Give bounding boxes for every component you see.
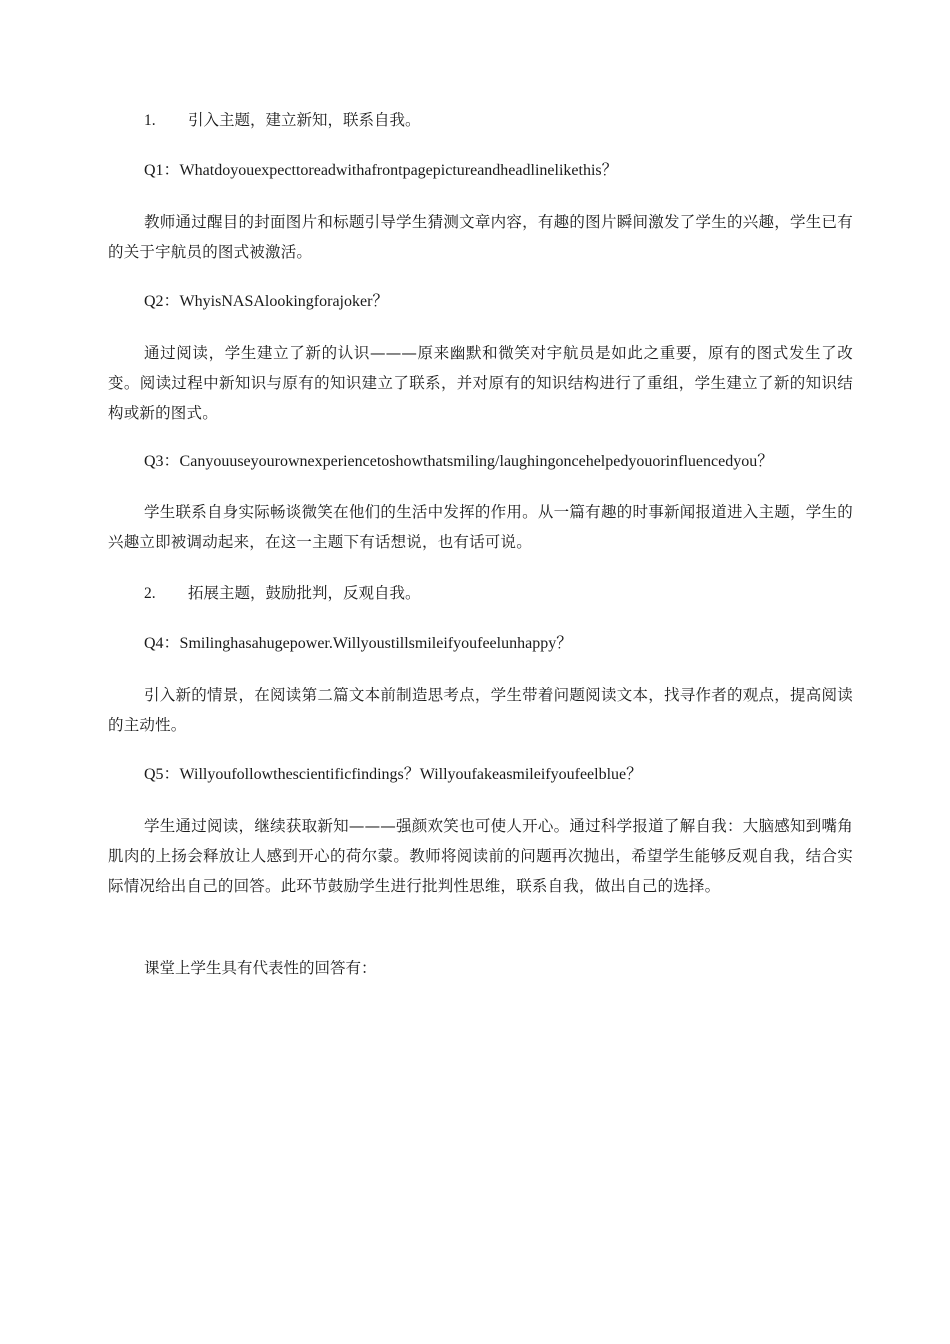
- paragraph-1: 教师通过醒目的封面图片和标题引导学生猜测文章内容，有趣的图片瞬间激发了学生的兴趣，学生已有的关于宇航员的图式被激活。: [108, 213, 853, 261]
- question-2: Q2：WhyisNASAlookingforajoker？: [144, 293, 389, 310]
- paragraph-6: 课堂上学生具有代表性的回答有：: [144, 959, 377, 977]
- paragraph-5: 学生通过阅读，继续获取新知———强颜欢笑也可使人开心。通过科学报道了解自我：大脑感知到嘴角肌肉的上扬会释放让人感到开心的荷尔蒙。教师将阅读前的问题再次抛出，希望学生能够反观自我，结合实际情况给出自己的回答。此环节鼓励学生进行批判性思维，联系自我，做出自己的选择。: [108, 817, 853, 895]
- section-title: 引入主题，建立新知，联系自我。: [188, 111, 421, 129]
- paragraph-4: 引入新的情景，在阅读第二篇文本前制造思考点，学生带着问题阅读文本，找寻作者的观点，提高阅读的主动性。: [108, 686, 853, 734]
- question-3: Q3：Canyouuseyourownexperiencetoshowthatsmiling/laughingoncehelpedyouorinfluencedyou？: [144, 453, 774, 470]
- section-heading-1: [108, 105, 889, 136]
- section-title: 拓展主题，鼓励批判，反观自我。: [188, 584, 421, 602]
- question-4: Q4：Smilinghasahugepower.Willyoustillsmileifyoufeelunhappy？: [144, 635, 573, 652]
- paragraph-3: 学生联系自身实际畅谈微笑在他们的生活中发挥的作用。从一篇有趣的时事新闻报道进入主题，学生的兴趣立即被调动起来，在这一主题下有话想说，也有话可说。: [108, 503, 853, 551]
- question-1: Q1：Whatdoyouexpecttoreadwithafrontpagepictureandheadlinelikethis？: [144, 162, 618, 179]
- section-heading-2: [108, 578, 889, 609]
- question-5: Q5：Willyoufollowthescientificfindings？Willyoufakeasmileifyoufeelblue？: [144, 766, 643, 783]
- section-number: 2.: [144, 585, 156, 602]
- section-number: 1.: [144, 112, 156, 129]
- paragraph-2: 通过阅读，学生建立了新的认识———原来幽默和微笑对宇航员是如此之重要，原有的图式发生了改变。阅读过程中新知识与原有的知识建立了联系，并对原有的知识结构进行了重组，学生建立了新的知识结构或新的图式。: [108, 344, 853, 422]
